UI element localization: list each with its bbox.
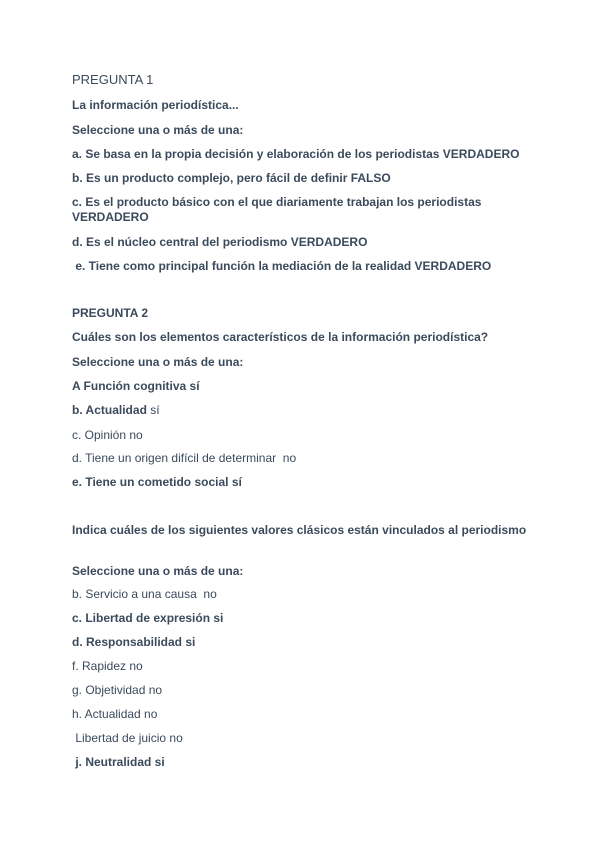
- q2-option-e: e. Tiene un cometido social sí: [72, 475, 242, 489]
- q1-option-c: c. Es el producto básico con el que diariamente trabajan los periodistas VERDADERO: [72, 195, 482, 224]
- q3-option-h: h. Actualidad no: [72, 707, 158, 721]
- q1-instruction: Seleccione una o más de una:: [72, 123, 244, 137]
- q2-instruction: Seleccione una o más de una:: [72, 355, 244, 369]
- q2-question: Cuáles son los elementos característicos de la información periodística?: [72, 330, 489, 344]
- q3-option-g: g. Objetividad no: [72, 683, 163, 697]
- q1-option-a: a. Se basa en la propia decisión y elaboración de los periodistas VERDADERO: [72, 147, 520, 161]
- q3-instruction: Seleccione una o más de una:: [72, 564, 244, 578]
- q3-option-b: b. Servicio a una causa no: [72, 587, 217, 601]
- q1-option-e: e. Tiene como principal función la mediación de la realidad VERDADERO: [72, 259, 492, 273]
- q2-option-d: d. Tiene un origen difícil de determinar no: [72, 451, 297, 465]
- q3-option-i: Libertad de juicio no: [72, 731, 183, 745]
- q1-question: La información periodística...: [72, 98, 239, 112]
- q2-option-c: c. Opinión no: [72, 428, 143, 442]
- q2-option-a: A Función cognitiva sí: [72, 379, 200, 393]
- q2-heading: PREGUNTA 2: [72, 306, 149, 320]
- q3-option-d: d. Responsabilidad si: [72, 635, 196, 649]
- q1-option-d: d. Es el núcleo central del periodismo VERDADERO: [72, 235, 368, 249]
- q1-heading: PREGUNTA 1: [72, 72, 154, 87]
- q3-option-f: f. Rapidez no: [72, 659, 143, 673]
- q1-option-b: b. Es un producto complejo, pero fácil de definir FALSO: [72, 171, 391, 185]
- q2-option-b: [72, 403, 542, 418]
- q3-option-j: j. Neutralidad si: [72, 755, 165, 769]
- q3-option-c: c. Libertad de expresión si: [72, 611, 224, 625]
- q2-option-b-answer: sí: [150, 403, 160, 417]
- q3-question: Indica cuáles de los siguientes valores clásicos están vinculados al periodismo: [72, 523, 527, 537]
- q2-option-b-label: b. Actualidad: [72, 403, 147, 417]
